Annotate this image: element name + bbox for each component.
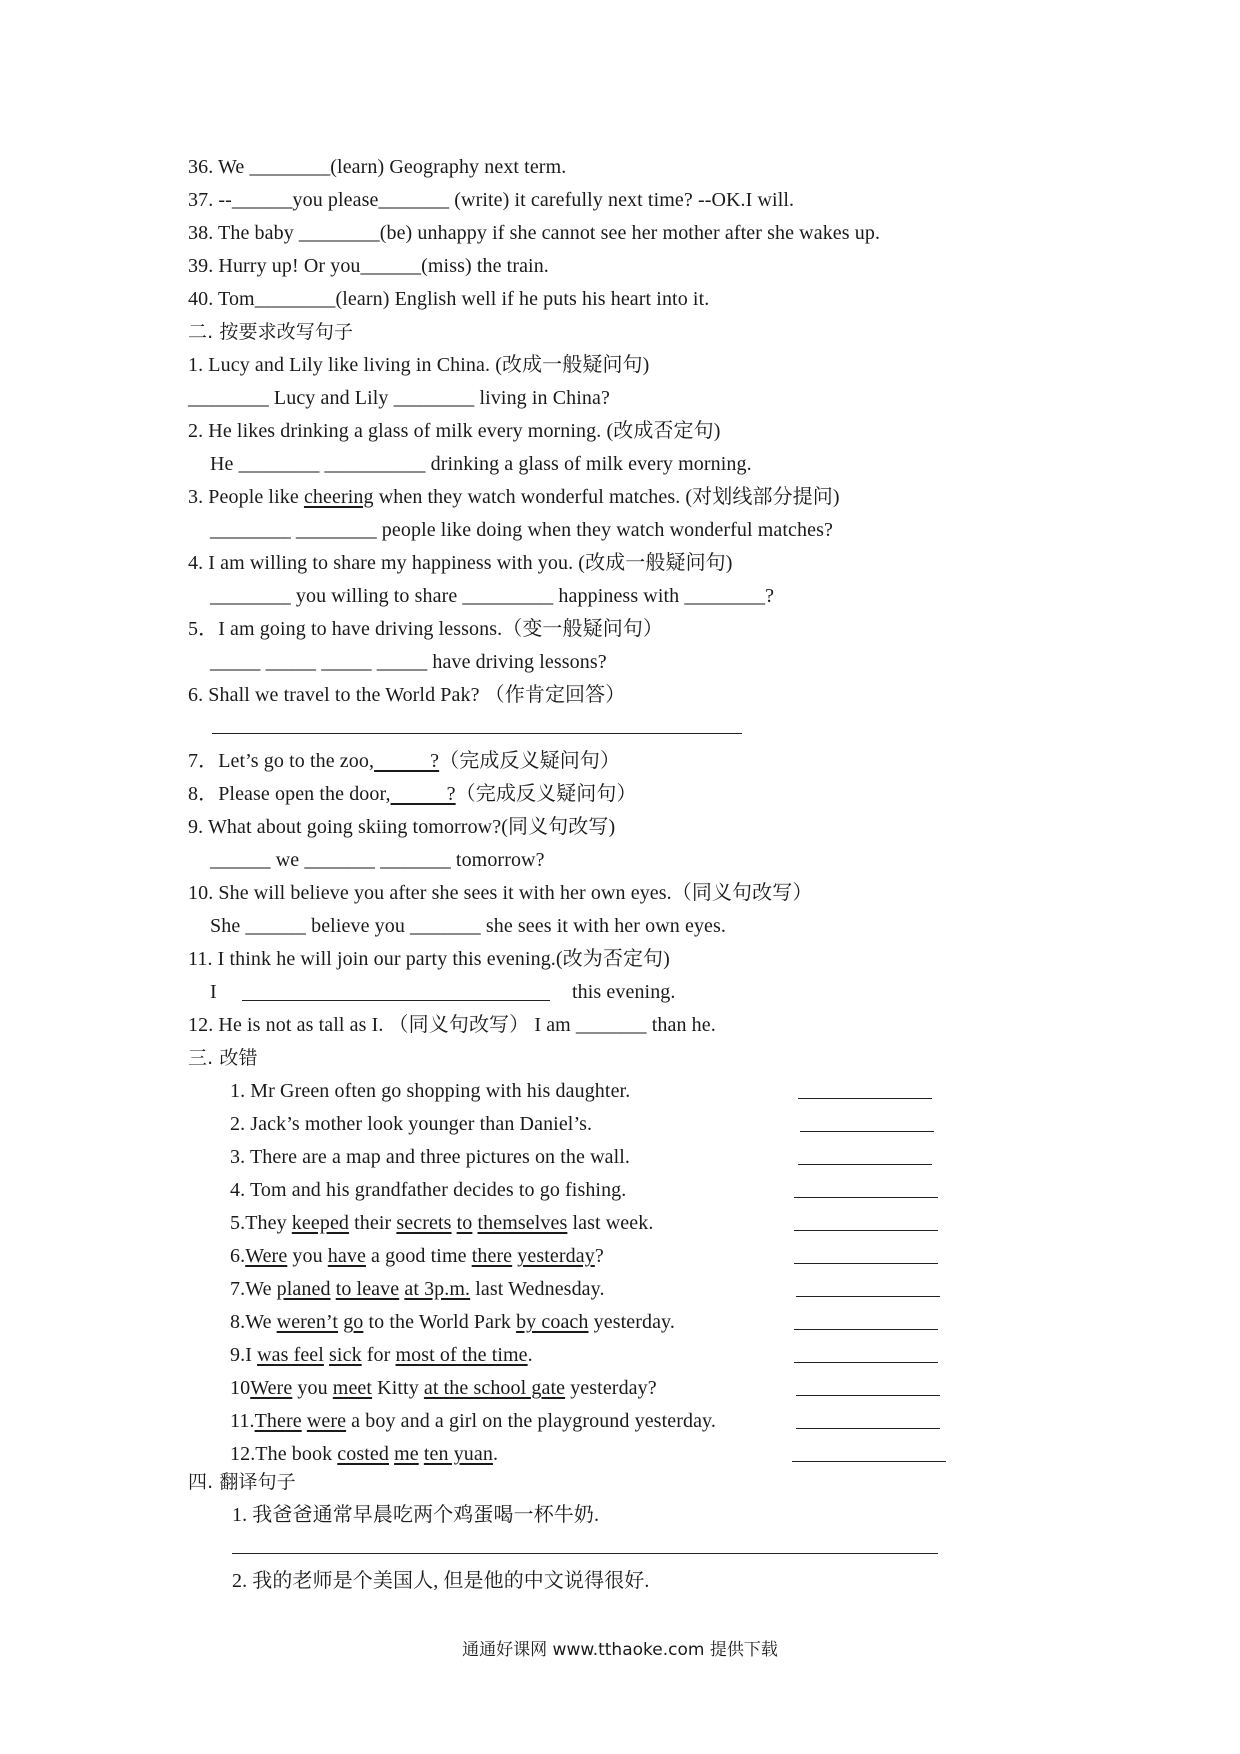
correction-item (230, 1210, 653, 1236)
answer-line (794, 1362, 938, 1363)
correction-text: a good time (365, 1245, 472, 1267)
underlined-phrase: there (471, 1245, 513, 1267)
rewrite-1-answer: ________ Lucy and Lily ________ living in China? (188, 387, 610, 409)
question-37: 37. --______you please_______ (write) it carefully next time? --OK.I will. (188, 189, 795, 211)
underlined-phrase: was feel (257, 1344, 324, 1366)
correction-text: Kitty (372, 1377, 424, 1399)
question-39: 39. Hurry up! Or you______(miss) the train. (188, 255, 549, 277)
translation-1: 1. 我爸爸通常早晨吃两个鸡蛋喝一杯牛奶. (232, 1504, 600, 1526)
section-heading-correction: 三. 改错 (188, 1047, 258, 1069)
rewrite-2-question: 2. He likes drinking a glass of milk every morning. (改成否定句) (188, 420, 721, 442)
underlined-phrase: themselves (477, 1212, 568, 1234)
question-38: 38. The baby ________(be) unhappy if she cannot see her mother after she wakes up. (188, 222, 881, 244)
correction-item (230, 1177, 626, 1203)
underlined-phrase: me (394, 1443, 419, 1465)
rewrite-8-question (188, 781, 637, 807)
correction-text: a boy and a girl on the playground yesterday. (346, 1410, 716, 1432)
rewrite-5-question: 5．I am going to have driving lessons.（变一般疑问句） (188, 618, 664, 640)
rewrite-10-question: 10. She will believe you after she sees it with her own eyes.（同义句改写） (188, 882, 813, 904)
rewrite-10-answer: She ______ believe you _______ she sees it with her own eyes. (210, 915, 727, 937)
rewrite-4-question: 4. I am willing to share my happiness with you. (改成一般疑问句) (188, 552, 733, 574)
underlined-phrase: sick (329, 1344, 362, 1366)
answer-line (798, 1098, 932, 1099)
correction-text: 3. There are a map and three pictures on the wall. (230, 1146, 631, 1168)
correction-item (230, 1078, 630, 1104)
underlined-phrase: weren’t (276, 1311, 339, 1333)
translation-2: 2. 我的老师是个美国人, 但是他的中文说得很好. (232, 1570, 650, 1592)
underlined-phrase: to (456, 1212, 473, 1234)
correction-text: last Wednesday. (470, 1278, 605, 1300)
rewrite-11-question: 11. I think he will join our party this evening.(改为否定句) (188, 948, 670, 970)
correction-item (230, 1309, 675, 1335)
correction-text: 9.I (230, 1344, 258, 1366)
underlined-phrase: have (327, 1245, 366, 1267)
correction-text: 4. Tom and his grandfather decides to go fishing. (230, 1179, 627, 1201)
answer-blank: ? (390, 783, 456, 805)
underlined-phrase: There (254, 1410, 302, 1432)
rewrite-3-text-b: when they watch wonderful matches. (对划线部分提问) (373, 486, 840, 508)
correction-item (230, 1111, 592, 1137)
correction-text: you (292, 1377, 333, 1399)
correction-item (230, 1375, 657, 1401)
underlined-word: cheering (303, 486, 374, 508)
correction-text: 8.We (230, 1311, 277, 1333)
underlined-phrase: yesterday (517, 1245, 595, 1267)
underlined-phrase: by coach (516, 1311, 589, 1333)
underlined-phrase: most of the time (395, 1344, 528, 1366)
rewrite-8-text: 8．Please open the door, (188, 783, 391, 805)
underlined-phrase: Were (250, 1377, 293, 1399)
underlined-phrase: at 3p.m. (404, 1278, 471, 1300)
underlined-phrase: go (343, 1311, 364, 1333)
correction-text: yesterday? (565, 1377, 657, 1399)
rewrite-6-question: 6. Shall we travel to the World Pak? （作肯定回答） (188, 684, 626, 706)
correction-text: . (492, 1443, 499, 1465)
rewrite-8-instruction: （完成反义疑问句） (455, 783, 637, 805)
correction-text: 5.They (230, 1212, 292, 1234)
answer-blank: ? (374, 750, 440, 772)
correction-text: 1. Mr Green often go shopping with his daughter. (230, 1080, 631, 1102)
answer-line (212, 733, 742, 734)
rewrite-11-answer-subject: I (210, 981, 217, 1003)
correction-item (230, 1342, 533, 1368)
question-40: 40. Tom________(learn) English well if he puts his heart into it. (188, 288, 710, 310)
answer-line (794, 1197, 938, 1198)
correction-text: yesterday. (588, 1311, 675, 1333)
answer-line (794, 1329, 938, 1330)
underlined-phrase: to leave (335, 1278, 400, 1300)
underlined-phrase: were (306, 1410, 347, 1432)
rewrite-3-question (188, 484, 840, 510)
correction-text: 2. Jack’s mother look younger than Daniel’s. (230, 1113, 593, 1135)
correction-text: ? (594, 1245, 604, 1267)
underlined-phrase: secrets (396, 1212, 452, 1234)
correction-text: 10 (230, 1377, 251, 1399)
underlined-phrase: planed (276, 1278, 331, 1300)
rewrite-1-question: 1. Lucy and Lily like living in China. (改成一般疑问句) (188, 354, 650, 376)
section-heading-rewrite: 二. 按要求改写句子 (188, 321, 354, 343)
rewrite-7-text: 7．Let’s go to the zoo, (188, 750, 375, 772)
footer-credit: 通通好课网 www.tthaoke.com 提供下载 (462, 1640, 778, 1660)
rewrite-11-answer-end: this evening. (572, 981, 676, 1003)
rewrite-7-instruction: （完成反义疑问句） (439, 750, 621, 772)
rewrite-3-answer: ________ ________ people like doing when they watch wonderful matches? (210, 519, 833, 541)
correction-text: . (527, 1344, 533, 1366)
correction-text: 7.We (230, 1278, 277, 1300)
answer-line (794, 1230, 938, 1231)
answer-line (232, 1553, 938, 1554)
answer-line (800, 1131, 934, 1132)
rewrite-4-answer: ________ you willing to share _________ happiness with ________? (210, 585, 775, 607)
underlined-phrase: meet (332, 1377, 373, 1399)
correction-text: for (361, 1344, 396, 1366)
underlined-phrase: keeped (291, 1212, 350, 1234)
answer-line (794, 1263, 938, 1264)
rewrite-12-question: 12. He is not as tall as I. （同义句改写） I am _______ than he. (188, 1014, 716, 1036)
answer-line (242, 1000, 550, 1001)
correction-text: 11. (230, 1410, 255, 1432)
correction-item (230, 1243, 604, 1269)
correction-item (230, 1441, 498, 1467)
correction-text: last week. (567, 1212, 654, 1234)
rewrite-2-answer: He ________ __________ drinking a glass of milk every morning. (210, 453, 752, 475)
underlined-phrase: at the school gate (423, 1377, 566, 1399)
correction-text: their (349, 1212, 397, 1234)
correction-text: 6. (230, 1245, 246, 1267)
answer-line (792, 1461, 946, 1462)
correction-item (230, 1276, 605, 1302)
answer-line (798, 1164, 932, 1165)
answer-line (796, 1395, 940, 1396)
answer-line (796, 1296, 940, 1297)
rewrite-9-question: 9. What about going skiing tomorrow?(同义句改写) (188, 816, 616, 838)
rewrite-5-answer: _____ _____ _____ _____ have driving lessons? (210, 651, 607, 673)
correction-text: you (287, 1245, 328, 1267)
section-heading-translation: 四. 翻译句子 (188, 1471, 296, 1493)
rewrite-9-answer: ______ we _______ _______ tomorrow? (210, 849, 545, 871)
underlined-phrase: Were (245, 1245, 288, 1267)
correction-item (230, 1408, 716, 1434)
rewrite-3-text-a: 3. People like (188, 486, 304, 508)
underlined-phrase: ten yuan (423, 1443, 493, 1465)
correction-text: to the World Park (363, 1311, 517, 1333)
answer-line (796, 1428, 940, 1429)
question-36: 36. We ________(learn) Geography next term. (188, 156, 567, 178)
underlined-phrase: costed (337, 1443, 389, 1465)
rewrite-7-question (188, 748, 620, 774)
correction-item (230, 1144, 630, 1170)
correction-text: 12.The book (230, 1443, 338, 1465)
